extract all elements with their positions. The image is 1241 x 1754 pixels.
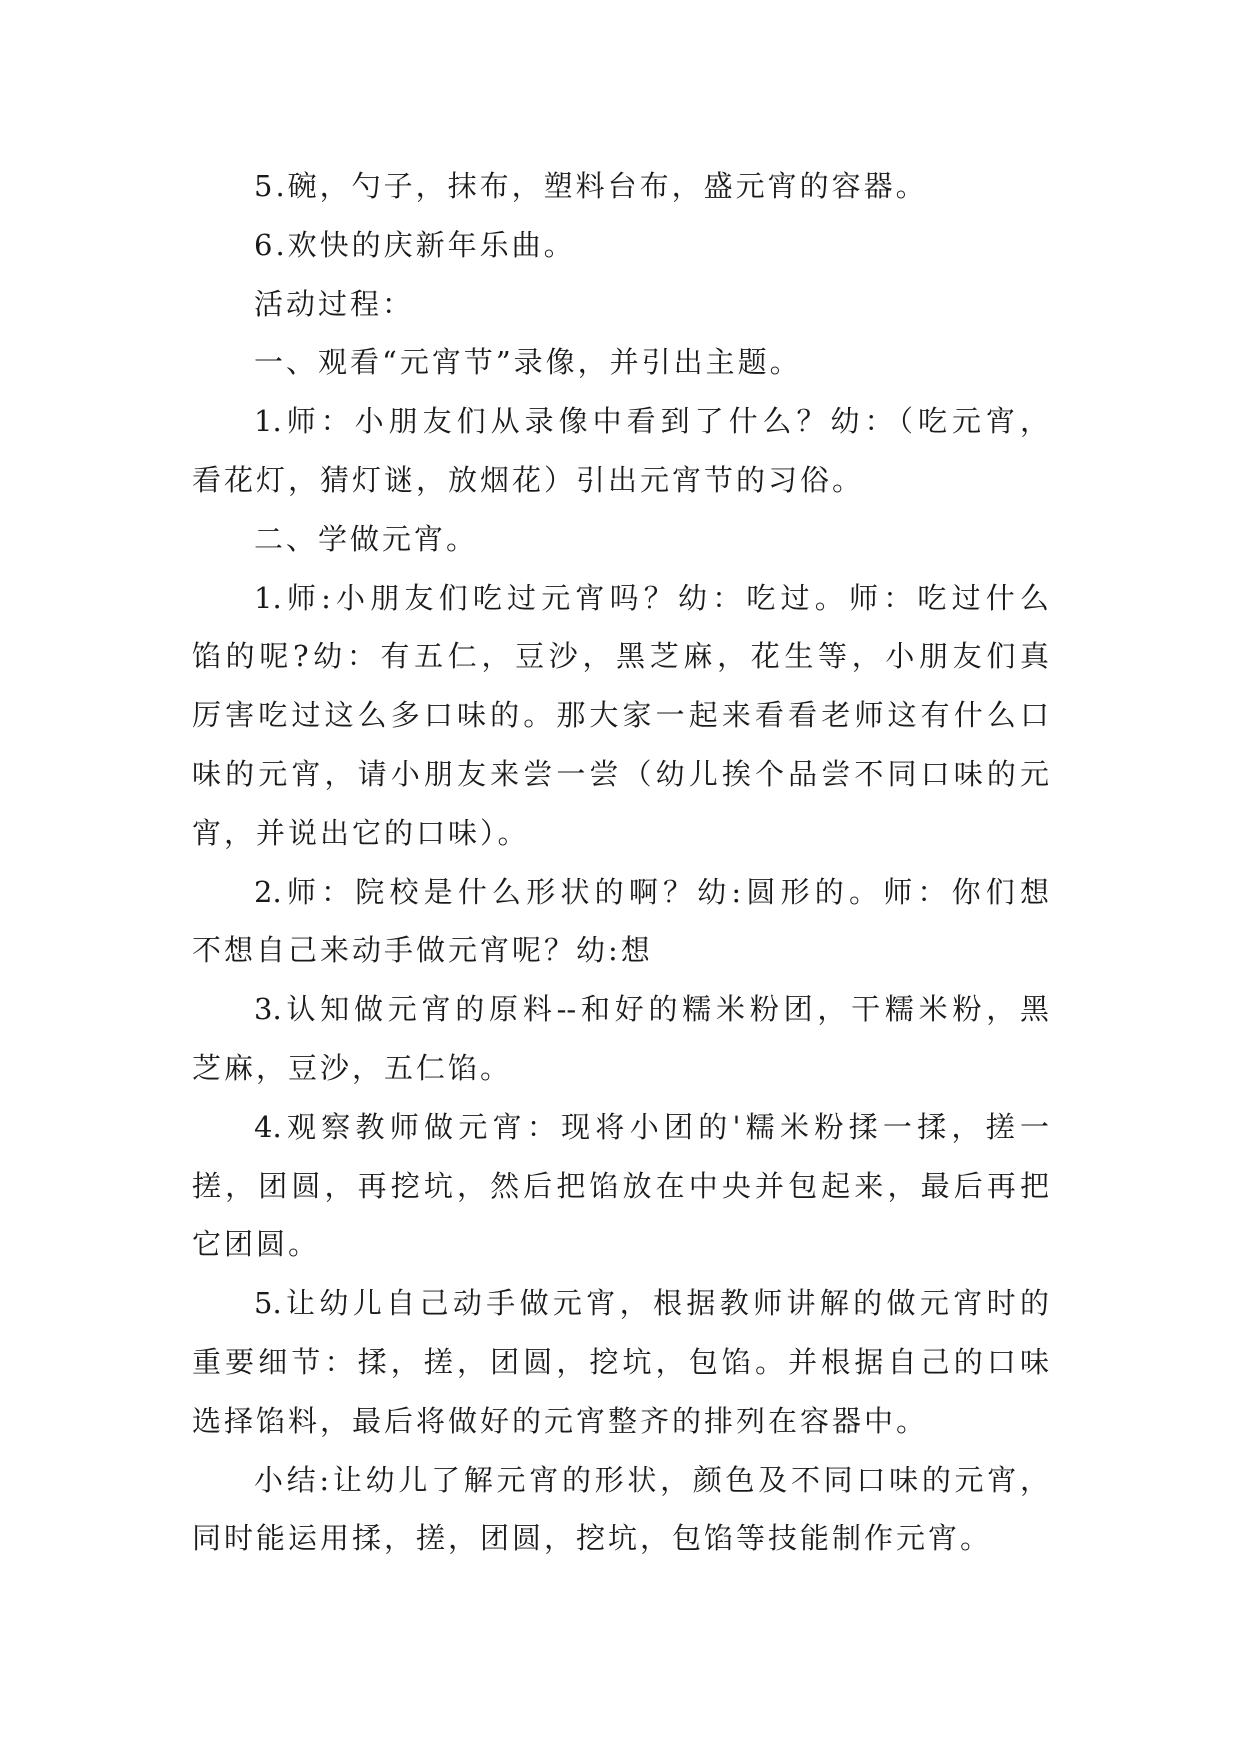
text-line: 6.欢快的庆新年乐曲。 [254,227,576,262]
text-line: 4.观察教师做元宵：现将小团的'糯米粉揉一揉，搓一 [254,1109,1049,1144]
text-line: 搓，团圆，再挖坑，然后把馅放在中央并包起来，最后再把 [192,1168,1049,1203]
text-line: 不想自己来动手做元宵呢？幼:想 [192,933,653,968]
text-line: 小结:让幼儿了解元宵的形状，颜色及不同口味的元宵， [254,1462,1049,1497]
section-heading-activity-process [192,275,1049,334]
paragraph-materials-bowls [192,157,1049,216]
text-line: 看花灯，猜灯谜，放烟花）引出元宵节的习俗。 [192,462,865,497]
text-line: 选择馅料，最后将做好的元宵整齐的排列在容器中。 [192,1403,929,1438]
text-line: 活动过程： [254,286,415,321]
text-line: 宵，并说出它的口味）。 [192,815,530,850]
text-line: 芝麻，豆沙，五仁馅。 [192,1050,513,1085]
paragraph-materials-music [192,216,1049,275]
paragraph [192,1098,1049,1274]
step-heading-2 [192,510,1049,569]
text-line: 3.认知做元宵的原料--和好的糯米粉团，干糯米粉，黑 [254,992,1049,1027]
text-line: 味的元宵，请小朋友来尝一尝（幼儿挨个品尝不同口味的元 [192,756,1049,791]
text-line: 1.师：小朋友们从录像中看到了什么？幼：（吃元宵， [254,404,1049,439]
text-line: 重要细节：揉，搓，团圆，挖坑，包馅。并根据自己的口味 [192,1344,1049,1379]
paragraph [192,569,1049,863]
text-line: 5.碗，勺子，抹布，塑料台布，盛元宵的容器。 [254,169,928,203]
body-text [192,157,1049,1568]
paragraph [192,863,1049,981]
text-line: 馅的呢?幼：有五仁，豆沙，黑芝麻，花生等，小朋友们真 [192,639,1049,674]
text-line: 厉害吃过这么多口味的。那大家一起来看看老师这有什么口 [192,698,1049,733]
text-line: 1.师:小朋友们吃过元宵吗？幼：吃过。师：吃过什么 [254,580,1049,615]
paragraph [192,980,1049,1098]
step-heading-1 [192,333,1049,392]
text-line: 同时能运用揉，搓，团圆，挖坑，包馅等技能制作元宵。 [192,1521,993,1556]
text-line: 二、学做元宵。 [254,521,479,556]
text-line: 2.师：院校是什么形状的啊？幼:圆形的。师：你们想 [254,874,1049,909]
text-line: 5.让幼儿自己动手做元宵，根据教师讲解的做元宵时的 [254,1286,1049,1321]
summary-paragraph [192,1451,1049,1569]
paragraph [192,392,1049,510]
text-line: 一、观看“元宵节”录像，并引出主题。 [254,345,802,380]
text-line: 它团圆。 [192,1227,321,1262]
paragraph [192,1274,1049,1450]
